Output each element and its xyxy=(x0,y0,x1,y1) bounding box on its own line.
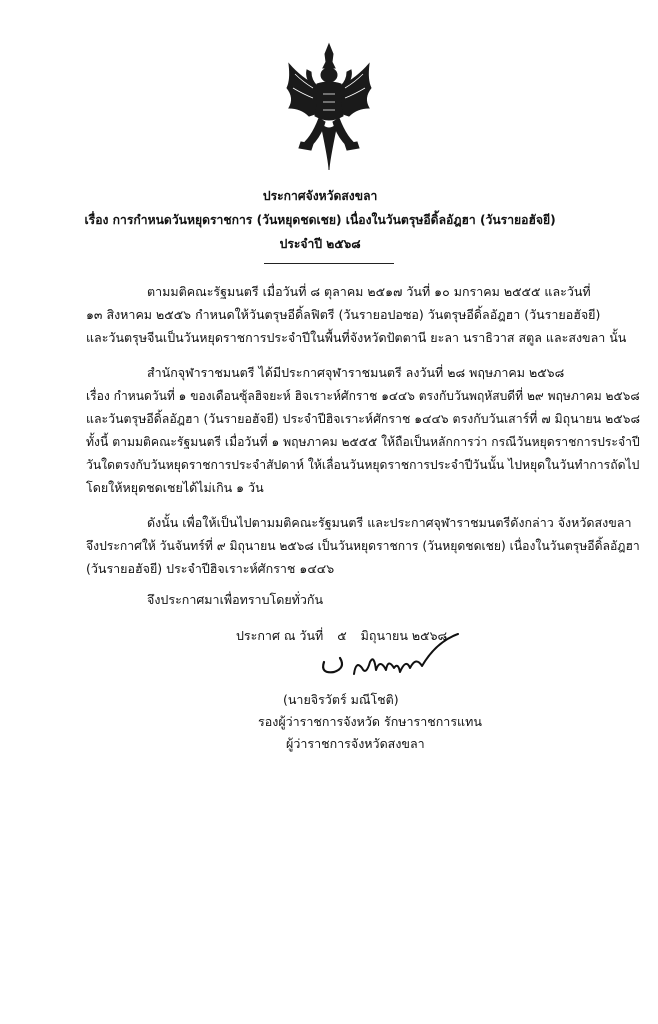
announcement-year: ประจำปี ๒๕๖๘ xyxy=(279,236,361,251)
paragraph-2-line-2: เรื่อง กำหนดวันที่ ๑ ของเดือนซุ้ลฮิจยะห์ ฮิจเราะห์ศักราช ๑๔๔๖ ตรงกับวันพฤหัสบดีที่ ๒๙ พฤษภาคม ๒๕๖๘ xyxy=(86,388,640,403)
paragraph-2-line-5: วันใดตรงกับวันหยุดราชการประจำสัปดาห์ ให้เลื่อนวันหยุดราชการประจำปีวันนั้น ไปหยุดในวันทำการถัดไป xyxy=(86,457,640,472)
paragraph-1-line-2: ๑๓ สิงหาคม ๒๕๕๖ กำหนดให้วันตรุษอีดิ้ลฟิตรี (วันรายอปอซอ) วันตรุษอีดิ้ลอัฎฮา (วันรายอฮัจยี) xyxy=(86,307,601,322)
paragraph-3-line-2: จึงประกาศให้ วันจันทร์ที่ ๙ มิถุนายน ๒๕๖๘ เป็นวันหยุดราชการ (วันหยุดชดเชย) เนื่องในวันตรุษอีดิ้ลอัฎฮา xyxy=(86,538,640,553)
closing-line: จึงประกาศมาเพื่อทราบโดยทั่วกัน xyxy=(147,592,324,607)
paragraph-3-line-3: (วันรายอฮัจยี) ประจำปีฮิจเราะห์ศักราช ๑๔๔๖ xyxy=(86,561,335,576)
announced-prefix: ประกาศ ณ วันที่ xyxy=(236,628,324,643)
paragraph-2-line-6: โดยให้หยุดชดเชยได้ไม่เกิน ๑ วัน xyxy=(86,480,264,495)
garuda-emblem-icon xyxy=(283,42,375,172)
handwritten-signature xyxy=(318,628,468,680)
paragraph-1-line-1: ตามมติคณะรัฐมนตรี เมื่อวันที่ ๘ ตุลาคม ๒๕๑๗ วันที่ ๑๐ มกราคม ๒๕๕๕ และวันที่ xyxy=(147,284,591,299)
paragraph-2-line-3: และวันตรุษอีดิ้ลอัฎฮา (วันรายอฮัจยี) ประจำปีฮิจเราะห์ศักราช ๑๔๔๖ ตรงกับวันเสาร์ที่ ๗ มิถุนายน ๒๕๖๘ xyxy=(86,411,641,426)
signatory-name: (นายจิรวัตร์ มณีโชติ) xyxy=(283,692,399,707)
announced-day: ๕ xyxy=(337,628,347,643)
paragraph-1-line-3: และวันตรุษจีนเป็นวันหยุดราชการประจำปีในพื้นที่จังหวัดปัตตานี ยะลา นราธิวาส สตูล และสงขลา นั้น xyxy=(86,330,627,345)
signatory-position-1: รองผู้ว่าราชการจังหวัด รักษาราชการแทน xyxy=(258,714,482,729)
signatory-position-2: ผู้ว่าราชการจังหวัดสงขลา xyxy=(286,736,425,751)
announced-month-year: มิถุนายน ๒๕๖๘ xyxy=(360,628,448,643)
paragraph-2-line-1: สำนักจุฬาราชมนตรี ได้มีประกาศจุฬาราชมนตรี ลงวันที่ ๒๘ พฤษภาคม ๒๕๖๘ xyxy=(147,365,565,380)
announcement-title: ประกาศจังหวัดสงขลา xyxy=(262,188,378,203)
header-divider xyxy=(264,263,394,264)
paragraph-2-line-4: ทั้งนี้ ตามมติคณะรัฐมนตรี เมื่อวันที่ ๑ พฤษภาคม ๒๕๕๕ ให้ถือเป็นหลักการว่า กรณีวันหยุดราชการประจำปี xyxy=(86,434,640,449)
paragraph-3-line-1: ดังนั้น เพื่อให้เป็นไปตามมติคณะรัฐมนตรี และประกาศจุฬาราชมนตรีดังกล่าว จังหวัดสงขลา xyxy=(147,515,632,530)
announcement-subject: เรื่อง การกำหนดวันหยุดราชการ (วันหยุดชดเชย) เนื่องในวันตรุษอีดิ้ลอัฎฮา (วันรายอฮัจยี) xyxy=(84,212,556,227)
